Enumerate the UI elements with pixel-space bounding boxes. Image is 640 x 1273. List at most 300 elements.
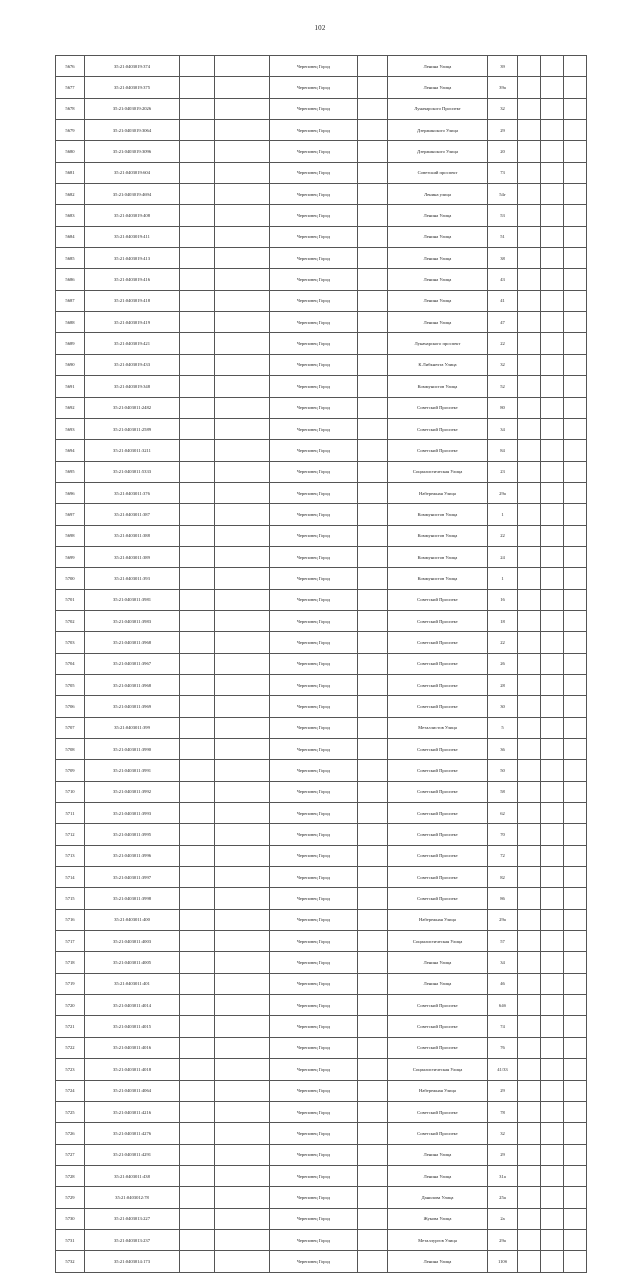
blank-cell-cell [215,1229,270,1250]
blank-cell-cell [358,717,388,738]
blank-cell-cell [541,312,564,333]
blank-cell-cell [180,1037,215,1058]
row-number-cell: 5705 [56,674,85,695]
city-cell: Череповец Город [270,226,358,247]
blank-cell-cell [215,867,270,888]
cadastral-number-cell: 35:21:0403011:3997 [85,867,180,888]
street-cell: Металлистов Улица [388,717,488,738]
blank-cell-cell [541,376,564,397]
cadastral-number-cell: 35:21:0403011:2589 [85,418,180,439]
blank-cell-cell [518,653,541,674]
blank-cell-cell [180,333,215,354]
table-row [56,354,587,375]
blank-cell-cell [358,610,388,631]
blank-cell-cell [358,1037,388,1058]
row-number-cell: 5691 [56,376,85,397]
blank-cell-cell [358,56,388,77]
street-cell: Коммунистов Улица [388,525,488,546]
blank-cell-cell [180,269,215,290]
city-cell: Череповец Город [270,141,358,162]
blank-cell-cell [541,824,564,845]
cadastral-number-cell: 35:21:0403014:173 [85,1251,180,1272]
blank-cell-cell [215,674,270,695]
blank-cell-cell [518,973,541,994]
city-cell: Череповец Город [270,739,358,760]
cadastral-number-cell: 35:21:0403011:4064 [85,1080,180,1101]
cadastral-number-cell: 35:21:0403011:3983 [85,610,180,631]
row-number-cell: 5677 [56,77,85,98]
blank-cell-cell [180,1144,215,1165]
cadastral-number-cell: 35:21:0403011:388 [85,525,180,546]
row-number-cell: 5706 [56,696,85,717]
row-number-cell: 5718 [56,952,85,973]
blank-cell-cell [518,376,541,397]
city-cell: Череповец Город [270,504,358,525]
blank-cell-cell [180,888,215,909]
table-row [56,739,587,760]
blank-cell-cell [541,354,564,375]
table-row [56,1123,587,1144]
blank-cell-cell [180,376,215,397]
blank-cell-cell [358,440,388,461]
blank-cell-cell [564,354,587,375]
blank-cell-cell [180,803,215,824]
blank-cell-cell [180,354,215,375]
street-cell: Советский Проспект [388,653,488,674]
city-cell: Череповец Город [270,973,358,994]
table-row [56,56,587,77]
blank-cell-cell [564,1165,587,1186]
table-row [56,1229,587,1250]
house-number-cell: 29 [488,1080,518,1101]
blank-cell-cell [215,1165,270,1186]
cadastral-number-cell: 35:21:0403019:419 [85,312,180,333]
table-row [56,461,587,482]
city-cell: Череповец Город [270,184,358,205]
blank-cell-cell [541,482,564,503]
blank-cell-cell [180,717,215,738]
house-number-cell: 76 [488,1037,518,1058]
house-number-cell: 47 [488,312,518,333]
city-cell: Череповец Город [270,1016,358,1037]
blank-cell-cell [541,162,564,183]
house-number-cell: 31а [488,1165,518,1186]
blank-cell-cell [215,1251,270,1272]
street-cell: Советский проспект [388,162,488,183]
house-number-cell: 50 [488,760,518,781]
blank-cell-cell [358,1080,388,1101]
blank-cell-cell [180,909,215,930]
blank-cell-cell [180,120,215,141]
row-number-cell: 5704 [56,653,85,674]
blank-cell-cell [358,98,388,119]
blank-cell-cell [541,653,564,674]
blank-cell-cell [518,418,541,439]
blank-cell-cell [180,867,215,888]
blank-cell-cell [215,77,270,98]
blank-cell-cell [518,1059,541,1080]
row-number-cell: 5724 [56,1080,85,1101]
blank-cell-cell [358,1208,388,1229]
blank-cell-cell [564,1016,587,1037]
street-cell: Социалистическая Улица [388,461,488,482]
blank-cell-cell [180,1187,215,1208]
blank-cell-cell [358,269,388,290]
blank-cell-cell [564,1208,587,1229]
house-number-cell: 39 [488,56,518,77]
house-number-cell: 70 [488,824,518,845]
table-row [56,1165,587,1186]
blank-cell-cell [518,1165,541,1186]
blank-cell-cell [358,546,388,567]
street-cell: Ленина Улица [388,952,488,973]
blank-cell-cell [541,973,564,994]
blank-cell-cell [564,120,587,141]
blank-cell-cell [564,461,587,482]
house-number-cell: 72 [488,845,518,866]
blank-cell-cell [180,184,215,205]
blank-cell-cell [541,77,564,98]
blank-cell-cell [518,248,541,269]
blank-cell-cell [541,525,564,546]
street-cell: Советский Проспект [388,1016,488,1037]
blank-cell-cell [541,1080,564,1101]
blank-cell-cell [215,1144,270,1165]
blank-cell-cell [564,141,587,162]
street-cell: Ленина Улица [388,1144,488,1165]
blank-cell-cell [180,1123,215,1144]
blank-cell-cell [180,397,215,418]
blank-cell-cell [215,1080,270,1101]
cadastral-number-cell: 35:21:0403011:3967 [85,653,180,674]
city-cell: Череповец Город [270,1037,358,1058]
house-number-cell: 38 [488,248,518,269]
blank-cell-cell [518,56,541,77]
city-cell: Череповец Город [270,632,358,653]
street-cell: Советский Проспект [388,1123,488,1144]
city-cell: Череповец Город [270,952,358,973]
blank-cell-cell [564,1080,587,1101]
blank-cell-cell [518,610,541,631]
blank-cell-cell [564,632,587,653]
blank-cell-cell [180,653,215,674]
table-row [56,909,587,930]
street-cell: Советский Проспект [388,610,488,631]
city-cell: Череповец Город [270,760,358,781]
blank-cell-cell [541,867,564,888]
blank-cell-cell [564,909,587,930]
house-number-cell: 30 [488,696,518,717]
row-number-cell: 5730 [56,1208,85,1229]
blank-cell-cell [518,632,541,653]
city-cell: Череповец Город [270,589,358,610]
blank-cell-cell [541,333,564,354]
city-cell: Череповец Город [270,653,358,674]
table-row [56,397,587,418]
blank-cell-cell [564,824,587,845]
street-cell: Коммунистов Улица [388,376,488,397]
blank-cell-cell [541,226,564,247]
cadastral-number-cell: 35:21:0403011:4276 [85,1123,180,1144]
city-cell: Череповец Город [270,1059,358,1080]
row-number-cell: 5686 [56,269,85,290]
blank-cell-cell [541,674,564,695]
blank-cell-cell [180,931,215,952]
blank-cell-cell [215,141,270,162]
blank-cell-cell [518,205,541,226]
cadastral-number-cell: 35:21:0403011:3996 [85,845,180,866]
blank-cell-cell [564,56,587,77]
house-number-cell: 28 [488,674,518,695]
cadastral-number-cell: 35:21:0403013:237 [85,1229,180,1250]
street-cell: Ленина Улица [388,1251,488,1272]
cadastral-number-cell: 35:21:0403011:2482 [85,397,180,418]
table-row [56,952,587,973]
blank-cell-cell [564,1229,587,1250]
blank-cell-cell [564,376,587,397]
blank-cell-cell [518,909,541,930]
blank-cell-cell [180,1229,215,1250]
street-cell: Советский Проспект [388,781,488,802]
row-number-cell: 5719 [56,973,85,994]
street-cell: Луначарского Проспект [388,98,488,119]
street-cell: Коммунистов Улица [388,568,488,589]
row-number-cell: 5707 [56,717,85,738]
table-row [56,376,587,397]
blank-cell-cell [518,1229,541,1250]
blank-cell-cell [564,290,587,311]
row-number-cell: 5714 [56,867,85,888]
blank-cell-cell [358,568,388,589]
blank-cell-cell [518,525,541,546]
table-row [56,290,587,311]
blank-cell-cell [518,269,541,290]
blank-cell-cell [541,1208,564,1229]
cadastral-number-cell: 35:21:0403011:3981 [85,589,180,610]
blank-cell-cell [518,589,541,610]
blank-cell-cell [541,1059,564,1080]
row-number-cell: 5717 [56,931,85,952]
row-number-cell: 5720 [56,995,85,1016]
blank-cell-cell [358,141,388,162]
street-cell: Советский Проспект [388,760,488,781]
street-cell: Ленина Улица [388,973,488,994]
blank-cell-cell [564,568,587,589]
blank-cell-cell [358,909,388,930]
blank-cell-cell [180,226,215,247]
blank-cell-cell [215,1016,270,1037]
blank-cell-cell [541,141,564,162]
blank-cell-cell [358,397,388,418]
cadastral-number-cell: 35:21:0403019:421 [85,333,180,354]
house-number-cell: 41 [488,290,518,311]
row-number-cell: 5726 [56,1123,85,1144]
cadastral-number-cell: 35:21:0403011:4014 [85,995,180,1016]
house-number-cell: 29а [488,909,518,930]
row-number-cell: 5722 [56,1037,85,1058]
blank-cell-cell [541,98,564,119]
blank-cell-cell [518,824,541,845]
table-row [56,546,587,567]
house-number-cell: 34 [488,418,518,439]
blank-cell-cell [518,141,541,162]
blank-cell-cell [180,290,215,311]
house-number-cell: 5 [488,717,518,738]
blank-cell-cell [215,312,270,333]
street-cell: Ленина Улица [388,1165,488,1186]
city-cell: Череповец Город [270,568,358,589]
street-cell: Советский Проспект [388,845,488,866]
blank-cell-cell [518,995,541,1016]
blank-cell-cell [358,1187,388,1208]
cadastral-number-cell: 35:21:0403011:3990 [85,739,180,760]
cadastral-number-cell: 35:21:0403019:418 [85,290,180,311]
street-cell: Ленина Улица [388,77,488,98]
blank-cell-cell [541,1187,564,1208]
house-number-cell: 84 [488,440,518,461]
blank-cell-cell [541,440,564,461]
row-number-cell: 5693 [56,418,85,439]
blank-cell-cell [215,56,270,77]
city-cell: Череповец Город [270,77,358,98]
blank-cell-cell [180,845,215,866]
blank-cell-cell [215,354,270,375]
table-row [56,1059,587,1080]
blank-cell-cell [541,461,564,482]
blank-cell-cell [541,120,564,141]
table-row [56,77,587,98]
blank-cell-cell [541,888,564,909]
cadastral-number-cell: 35:21:0403011:3998 [85,888,180,909]
table-row [56,184,587,205]
register-table-body [56,56,587,1273]
row-number-cell: 5728 [56,1165,85,1186]
blank-cell-cell [358,248,388,269]
cadastral-number-cell: 35:21:0403019:348 [85,376,180,397]
city-cell: Череповец Город [270,888,358,909]
blank-cell-cell [180,546,215,567]
city-cell: Череповец Город [270,354,358,375]
street-cell: Советский Проспект [388,632,488,653]
blank-cell-cell [180,589,215,610]
blank-cell-cell [564,248,587,269]
cadastral-number-cell: 35:21:0403011:3211 [85,440,180,461]
blank-cell-cell [518,717,541,738]
table-row [56,418,587,439]
blank-cell-cell [180,824,215,845]
blank-cell-cell [518,312,541,333]
house-number-cell: 57 [488,931,518,952]
row-number-cell: 5727 [56,1144,85,1165]
blank-cell-cell [215,653,270,674]
blank-cell-cell [180,952,215,973]
house-number-cell: 20 [488,141,518,162]
blank-cell-cell [215,995,270,1016]
blank-cell-cell [518,1187,541,1208]
blank-cell-cell [541,290,564,311]
table-row [56,1208,587,1229]
city-cell: Череповец Город [270,205,358,226]
blank-cell-cell [215,205,270,226]
blank-cell-cell [518,1251,541,1272]
city-cell: Череповец Город [270,418,358,439]
city-cell: Череповец Город [270,1208,358,1229]
city-cell: Череповец Город [270,696,358,717]
house-number-cell: 1 [488,568,518,589]
blank-cell-cell [541,696,564,717]
house-number-cell: 22 [488,333,518,354]
table-row [56,610,587,631]
blank-cell-cell [518,290,541,311]
city-cell: Череповец Город [270,1144,358,1165]
blank-cell-cell [564,269,587,290]
table-row [56,1187,587,1208]
blank-cell-cell [541,248,564,269]
street-cell: Ленина Улица [388,248,488,269]
city-cell: Череповец Город [270,482,358,503]
blank-cell-cell [358,504,388,525]
street-cell: Набережная Улица [388,482,488,503]
house-number-cell: 29а [488,482,518,503]
cadastral-number-cell: 35:21:0403011:4016 [85,1037,180,1058]
blank-cell-cell [215,1059,270,1080]
blank-cell-cell [358,1144,388,1165]
blank-cell-cell [358,760,388,781]
blank-cell-cell [358,376,388,397]
row-number-cell: 5688 [56,312,85,333]
blank-cell-cell [215,1123,270,1144]
city-cell: Череповец Город [270,162,358,183]
blank-cell-cell [358,696,388,717]
table-row [56,504,587,525]
blank-cell-cell [564,525,587,546]
city-cell: Череповец Город [270,269,358,290]
blank-cell-cell [215,696,270,717]
row-number-cell: 5700 [56,568,85,589]
table-row [56,760,587,781]
blank-cell-cell [180,995,215,1016]
street-cell: Советский Проспект [388,674,488,695]
blank-cell-cell [518,397,541,418]
blank-cell-cell [180,482,215,503]
street-cell: Социалистическая Улица [388,1059,488,1080]
table-row [56,867,587,888]
blank-cell-cell [180,504,215,525]
blank-cell-cell [564,973,587,994]
cadastral-number-cell: 35:21:0403011:438 [85,1165,180,1186]
table-row [56,717,587,738]
table-row [56,888,587,909]
city-cell: Череповец Город [270,931,358,952]
table-row [56,1037,587,1058]
row-number-cell: 5692 [56,397,85,418]
blank-cell-cell [180,56,215,77]
blank-cell-cell [358,1016,388,1037]
street-cell: Жукова Улица [388,1208,488,1229]
blank-cell-cell [215,226,270,247]
cadastral-number-cell: 35:21:0403011:3968 [85,674,180,695]
row-number-cell: 5679 [56,120,85,141]
blank-cell-cell [215,717,270,738]
city-cell: Череповец Город [270,909,358,930]
blank-cell-cell [564,1251,587,1272]
city-cell: Череповец Город [270,312,358,333]
blank-cell-cell [564,440,587,461]
cadastral-number-cell: 35:21:0403019:4694 [85,184,180,205]
table-row [56,525,587,546]
street-cell: Советский Проспект [388,589,488,610]
blank-cell-cell [541,504,564,525]
